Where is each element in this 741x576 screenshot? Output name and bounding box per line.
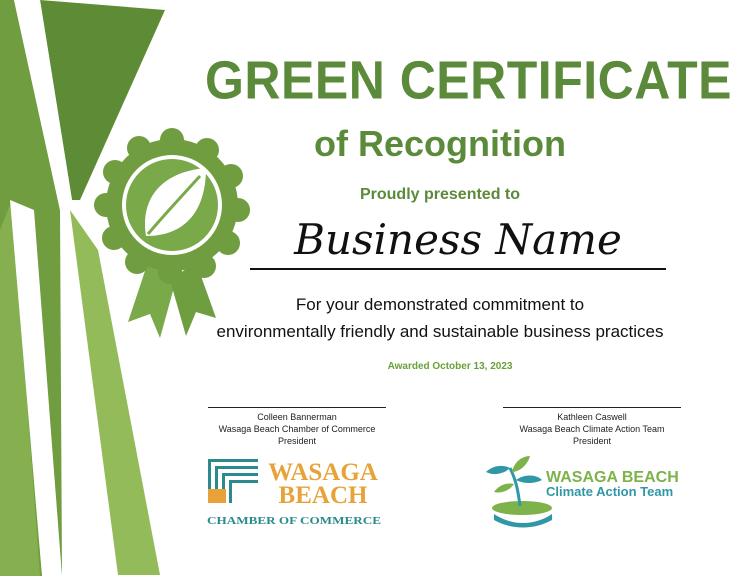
signature-block-right [503, 407, 681, 447]
recipient-name: Business Name [294, 215, 622, 264]
chamber-mark-icon [208, 459, 258, 503]
signature-block-left [208, 407, 386, 447]
climate-logo-line1: WASAGA BEACH [546, 469, 679, 486]
climate-tree-icon [486, 456, 552, 528]
chamber-logo-line1: WASAGA [268, 459, 378, 486]
signatory-name: Kathleen Caswell [557, 412, 627, 422]
chamber-logo-line2: BEACH [278, 482, 368, 509]
commitment-line-2: environmentally friendly and sustainable business practices [216, 322, 664, 341]
signatory-org: Wasaga Beach Chamber of Commerce [218, 424, 376, 434]
signatory-role: President [572, 436, 612, 446]
recipient-underline [250, 268, 666, 270]
commitment-line-1: For your demonstrated commitment to [295, 295, 585, 314]
signatory-name: Colleen Bannerman [257, 412, 337, 422]
signatory-role: President [277, 436, 317, 446]
chamber-of-commerce-logo [205, 456, 385, 530]
signature-line [208, 407, 386, 408]
climate-logo-line2: Climate Action Team [546, 484, 674, 499]
climate-action-team-logo [482, 450, 692, 530]
signature-line [503, 407, 681, 408]
certificate-subtitle: of Recognition [314, 123, 566, 164]
signatory-org: Wasaga Beach Climate Action Team [519, 424, 665, 434]
certificate-title: GREEN CERTIFICATE [205, 49, 733, 111]
chamber-logo-line3: CHAMBER OF COMMERCE [207, 515, 381, 527]
presented-to-text: Proudly presented to [359, 186, 521, 203]
awarded-date: Awarded October 13, 2023 [387, 361, 513, 372]
